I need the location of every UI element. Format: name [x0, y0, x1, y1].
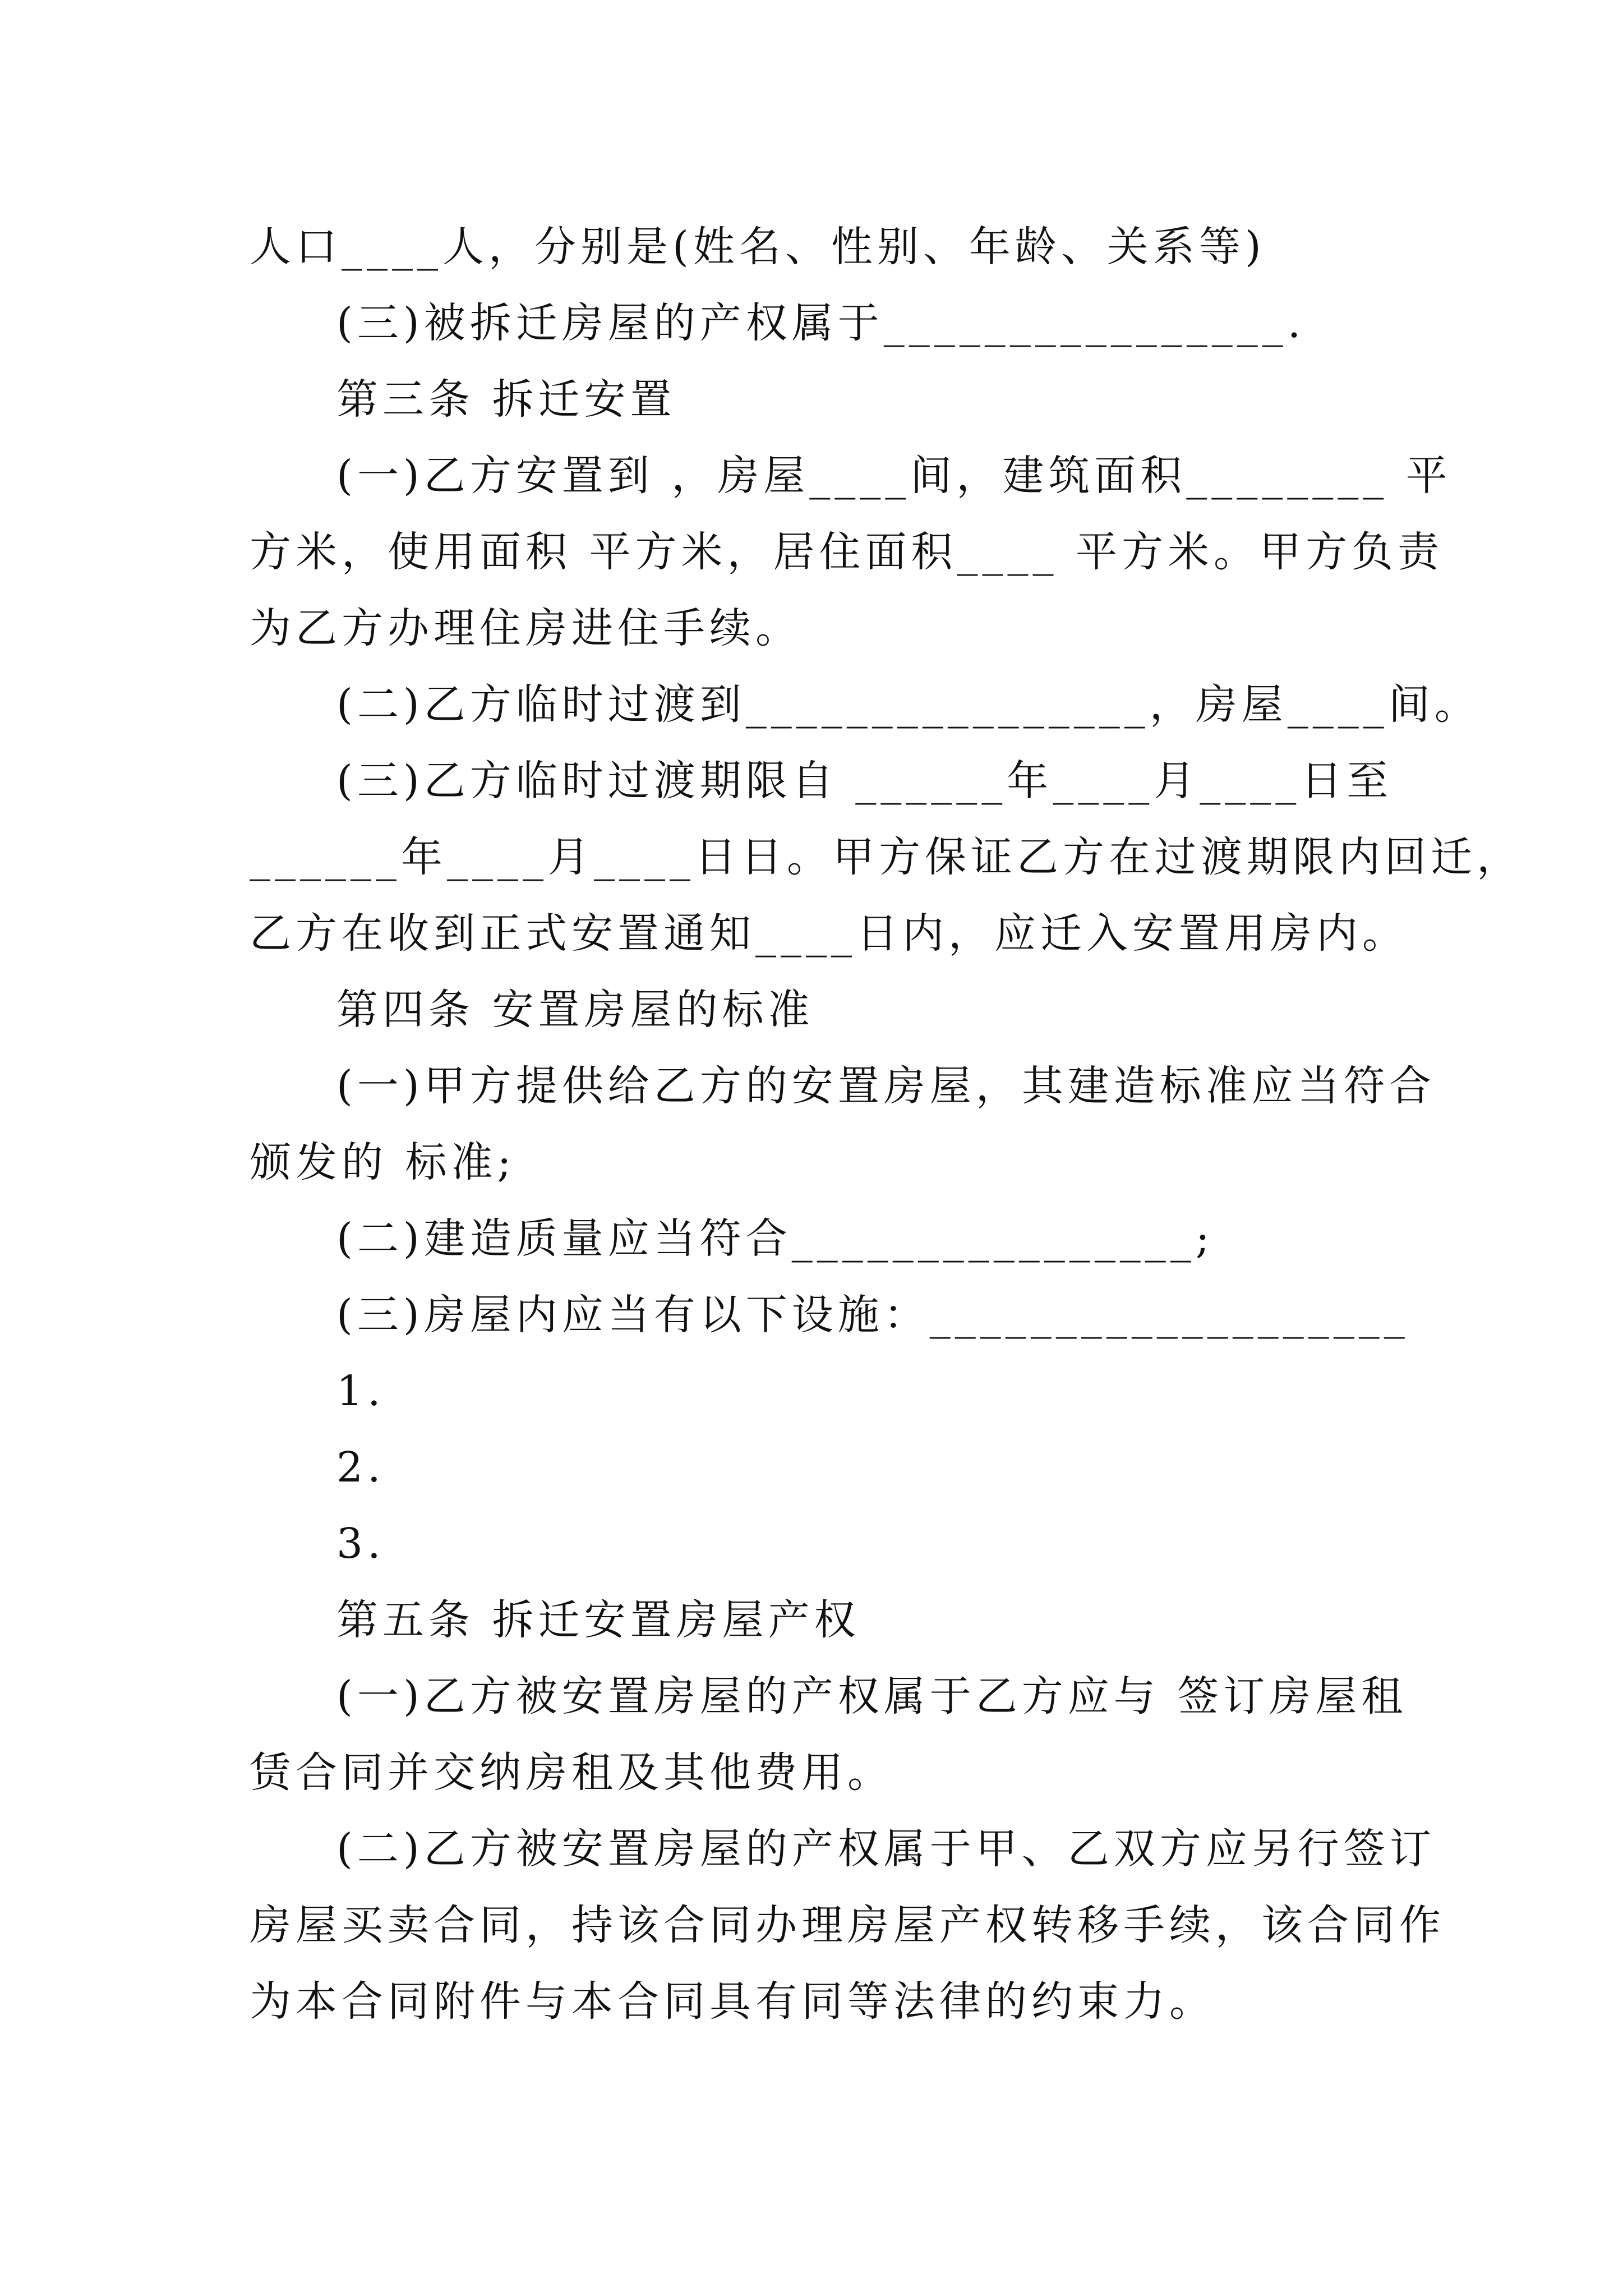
text-line-21: 赁合同并交纳房租及其他费用。 [250, 1749, 893, 1797]
text-line-1: 人口____人，分别是(姓名、性别、年龄、关系等) [250, 223, 1266, 271]
text-line-15: (三)房屋内应当有以下设施：___________________ [336, 1291, 1409, 1339]
text-line-10: 乙方在收到正式安置通知____日内，应迁入安置用房内。 [250, 909, 1408, 958]
list-item-1: 1. [336, 1367, 385, 1415]
text-line-13: 颁发的 标准; [250, 1138, 516, 1186]
article-3-heading: 第三条 拆迁安置 [336, 375, 676, 424]
text-line-22: (二)乙方被安置房屋的产权属于甲、乙双方应另行签订 [336, 1825, 1436, 1873]
text-line-2: (三)被拆迁房屋的产权属于________________. [336, 299, 1306, 347]
text-line-5: 方米，使用面积 平方米，居住面积____ 平方米。甲方负责 [250, 528, 1444, 576]
text-line-7: (二)乙方临时过渡到________________，房屋____间。 [336, 680, 1481, 729]
text-line-6: 为乙方办理住房进住手续。 [250, 604, 801, 652]
text-line-14: (二)建造质量应当符合________________; [336, 1214, 1214, 1263]
text-line-24: 为本合同附件与本合同具有同等法律的约束力。 [250, 1977, 1215, 2026]
article-4-heading: 第四条 安置房屋的标准 [336, 986, 814, 1034]
text-line-4: (一)乙方安置到 ，房屋____间，建筑面积________ 平 [336, 452, 1452, 500]
text-line-12: (一)甲方提供给乙方的安置房屋，其建造标准应当符合 [336, 1062, 1436, 1110]
article-5-heading: 第五条 拆迁安置房屋产权 [336, 1596, 860, 1644]
list-item-2: 2. [336, 1443, 385, 1492]
text-line-23: 房屋买卖合同，持该合同办理房屋产权转移手续，该合同作 [250, 1901, 1445, 1949]
text-line-9: ______年____月____日日。甲方保证乙方在过渡期限内回迁， [250, 833, 1523, 881]
list-item-3: 3. [336, 1520, 385, 1568]
text-line-20: (一)乙方被安置房屋的产权属于乙方应与 签订房屋租 [336, 1672, 1408, 1720]
text-line-8: (三)乙方临时过渡期限自 ______年____月____日至 [336, 757, 1393, 805]
